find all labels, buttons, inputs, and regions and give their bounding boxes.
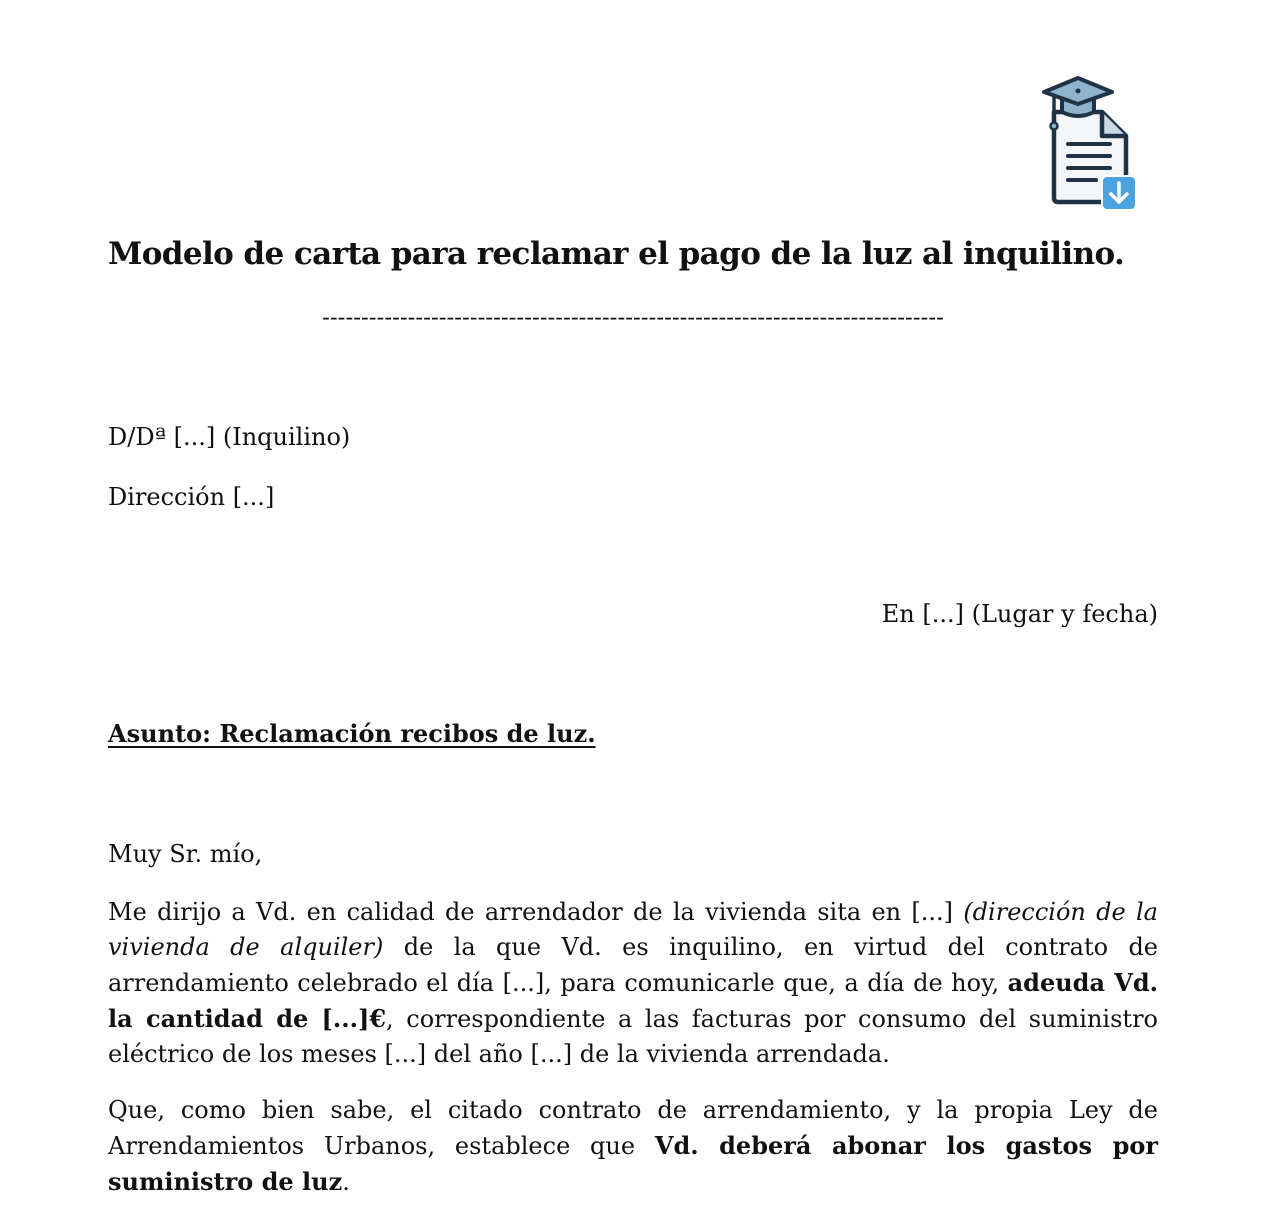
greeting-line: Muy Sr. mío, xyxy=(108,840,263,868)
paragraph1-text-a: Me dirijo a Vd. en calidad de arrendador de la vivienda sita en [...] xyxy=(108,898,964,926)
document-download-icon[interactable] xyxy=(1040,74,1140,214)
body-paragraph-1 xyxy=(108,895,1158,1072)
place-date-line: En [...] (Lugar y fecha) xyxy=(881,600,1158,628)
paragraph2-text-b: . xyxy=(342,1168,350,1196)
graduation-document-icon xyxy=(1040,74,1140,214)
body-paragraph-2 xyxy=(108,1093,1158,1200)
paragraph1-bold-amount: adeuda Vd. la cantidad de [...]€ xyxy=(108,968,1159,1033)
paragraph1-text-c: , correspondiente a las facturas por consumo del suministro eléctrico de los meses [...] del año [...] de la vivienda arrendada. xyxy=(108,1005,1158,1068)
paragraph2-text-a: Que, como bien sabe, el citado contrato de arrendamiento, y la propia Ley de Arrendamientos Urbanos, establece que xyxy=(108,1096,1158,1160)
address-line: Dirección [...] xyxy=(108,483,275,511)
subject-line: Asunto: Reclamación recibos de luz. xyxy=(108,719,596,748)
separator-line: -------------------------------------------------------------------------------- xyxy=(322,305,944,331)
document-title: Modelo de carta para reclamar el pago de la luz al inquilino. xyxy=(108,236,1125,272)
paragraph1-text-b: de la que Vd. es inquilino, en virtud del contrato de arrendamiento celebrado el día [...], para comunicarle que, a día de hoy, xyxy=(108,933,1159,997)
paragraph1-italic-address: (dirección de la vivienda de alquiler) xyxy=(108,898,1158,961)
paragraph2-bold-obligation: Vd. deberá abonar los gastos por suministro de luz xyxy=(108,1131,1159,1196)
tenant-line: D/Dª [...] (Inquilino) xyxy=(108,423,351,451)
